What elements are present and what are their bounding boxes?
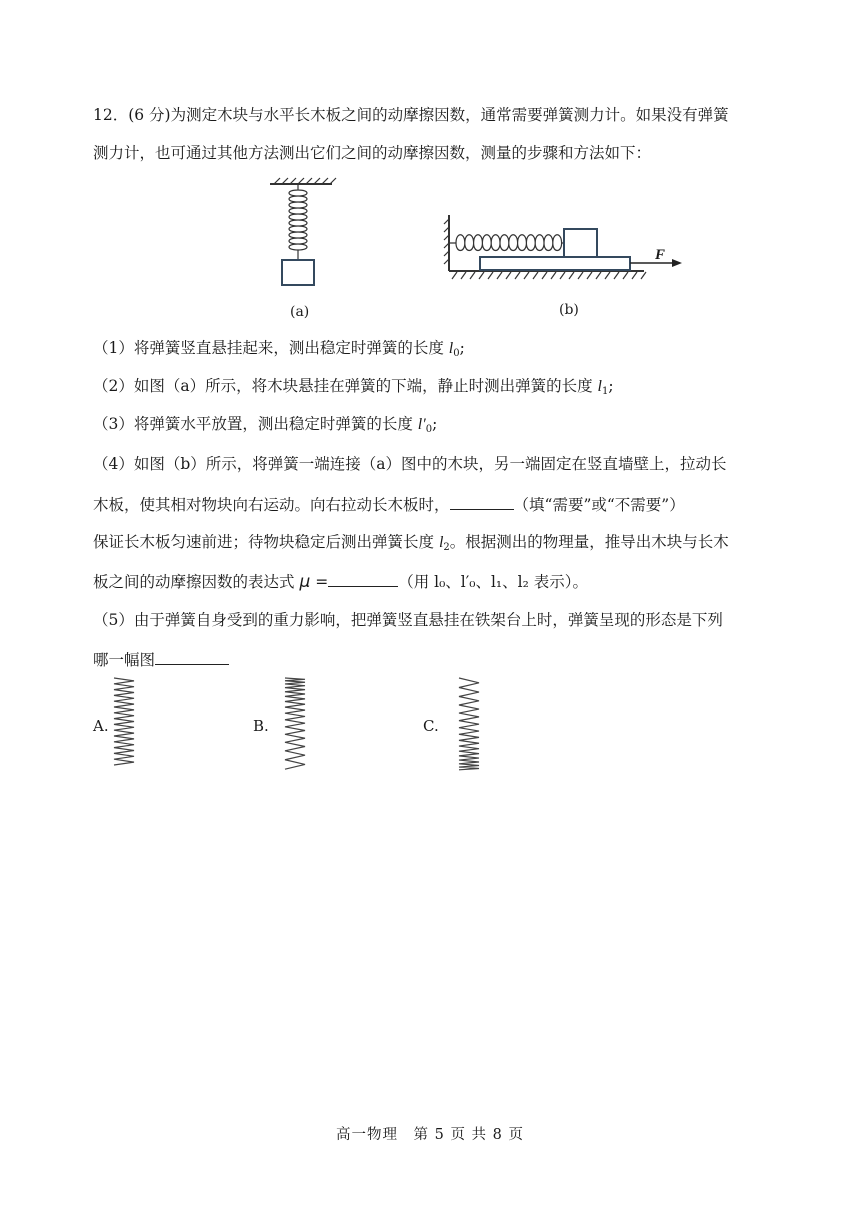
answer-blank-2[interactable] bbox=[328, 569, 398, 587]
question-line-1: 12．(6 分)为测定木块与水平长木板之间的动摩擦因数，通常需要弹簧测力计。如果没有弹簧 bbox=[93, 106, 729, 124]
figure-a-hanging-spring bbox=[262, 178, 342, 293]
option-a-spring-image[interactable] bbox=[112, 676, 136, 768]
option-c-spring-image[interactable] bbox=[457, 676, 481, 768]
step-3 bbox=[93, 413, 437, 441]
mu-symbol: μ bbox=[299, 572, 311, 592]
step-2 bbox=[93, 375, 614, 403]
option-b-spring-image[interactable] bbox=[283, 676, 307, 768]
step-5-line-2-text: 哪一幅图 bbox=[93, 651, 156, 669]
figure-a-caption: (a) bbox=[290, 304, 310, 320]
step-4-line-4-post: （用 l₀、l′₀、l₁、l₂ 表示）。 bbox=[398, 573, 588, 591]
sub-0: 0 bbox=[425, 424, 433, 435]
punct: ; bbox=[608, 377, 614, 395]
step-1 bbox=[93, 337, 465, 365]
step-4-line-3-pre: 保证长木板匀速前进；待物块稳定后测出弹簧长度 bbox=[93, 533, 439, 551]
step-1-text: （1）将弹簧竖直悬挂起来，测出稳定时弹簧的长度 bbox=[93, 339, 449, 357]
step-3-text: （3）将弹簧水平放置，测出稳定时弹簧的长度 bbox=[93, 415, 418, 433]
question-line-2: 测力计，也可通过其他方法测出它们之间的动摩擦因数，测量的步骤和方法如下： bbox=[93, 144, 652, 162]
option-a-label[interactable]: A. bbox=[93, 717, 109, 735]
punct: ; bbox=[459, 339, 465, 357]
sub-2: 2 bbox=[443, 542, 450, 553]
var-l: l bbox=[438, 534, 444, 551]
step-5-line-1: （5）由于弹簧自身受到的重力影响，把弹簧竖直悬挂在铁架台上时，弹簧呈现的形态是下列 bbox=[93, 611, 723, 629]
answer-blank-1[interactable] bbox=[450, 492, 514, 510]
var-l-prime: l′ bbox=[417, 416, 426, 433]
step-4-line-2-post: （填“需要”或“不需要”） bbox=[513, 496, 685, 514]
force-label: F bbox=[655, 247, 666, 263]
option-c-label[interactable]: C. bbox=[423, 717, 439, 735]
step-5-line-2 bbox=[93, 647, 229, 671]
step-4-line-2 bbox=[93, 492, 685, 516]
equals-sign: = bbox=[310, 573, 329, 591]
option-b-label[interactable]: B. bbox=[253, 717, 269, 735]
punct: ; bbox=[432, 415, 438, 433]
step-4-line-3 bbox=[93, 531, 729, 559]
var-l: l bbox=[448, 340, 454, 357]
step-4-line-4-pre: 板之间的动摩擦因数的表达式 bbox=[93, 573, 300, 591]
var-l: l bbox=[597, 378, 602, 395]
answer-blank-3[interactable] bbox=[155, 647, 229, 665]
figure-b-caption: (b) bbox=[559, 302, 579, 318]
sub-0: 0 bbox=[453, 348, 460, 359]
step-4-line-3-post: 。根据测出的物理量，推导出木块与长木 bbox=[449, 533, 729, 551]
step-4-line-1: （4）如图（b）所示，将弹簧一端连接（a）图中的木块，另一端固定在竖直墙壁上，拉动长 bbox=[93, 455, 727, 473]
step-2-text: （2）如图（a）所示，将木块悬挂在弹簧的下端，静止时测出弹簧的长度 bbox=[93, 377, 598, 395]
page-footer: 高一物理 第 5 页 共 8 页 bbox=[336, 1127, 524, 1143]
step-4-line-4 bbox=[93, 569, 588, 593]
sub-1: 1 bbox=[602, 386, 609, 397]
step-4-line-2-pre: 木板，使其相对物块向右运动。向右拉动长木板时， bbox=[93, 496, 450, 514]
